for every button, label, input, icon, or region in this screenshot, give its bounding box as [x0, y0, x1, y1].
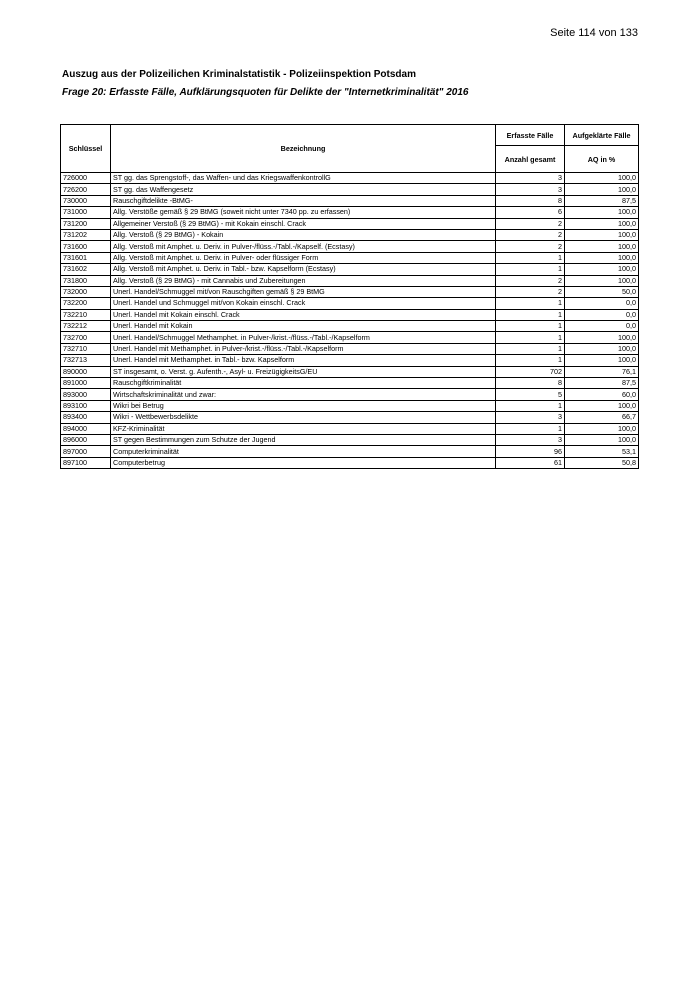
row-aq: 100,0 [565, 355, 639, 366]
row-name: Rauschgiftdelikte -BtMG- [111, 195, 496, 206]
row-key: 732200 [61, 298, 111, 309]
row-count: 2 [496, 241, 565, 252]
row-key: 732000 [61, 286, 111, 297]
header-aq-percent: AQ in % [565, 146, 639, 173]
row-key: 890000 [61, 366, 111, 377]
row-name: KFZ-Kriminalität [111, 423, 496, 434]
row-count: 1 [496, 309, 565, 320]
row-aq: 76,1 [565, 366, 639, 377]
row-name: Unerl. Handel mit Kokain [111, 321, 496, 332]
page-number: Seite 114 von 133 [550, 27, 638, 39]
table-row [61, 321, 639, 332]
table-body [61, 173, 639, 469]
table-row [61, 173, 639, 184]
row-name: Unerl. Handel/Schmuggel Methamphet. in Pulver-/krist.-/flüss.-/Tabl.-/Kapselform [111, 332, 496, 343]
row-aq: 50,8 [565, 457, 639, 468]
table-row [61, 446, 639, 457]
row-count: 8 [496, 195, 565, 206]
row-count: 2 [496, 275, 565, 286]
document-title: Auszug aus der Polizeilichen Kriminalstatistik - Polizeiinspektion Potsdam [62, 69, 416, 80]
table-row [61, 457, 639, 468]
table-row [61, 332, 639, 343]
row-key: 731200 [61, 218, 111, 229]
row-count: 1 [496, 264, 565, 275]
row-aq: 100,0 [565, 184, 639, 195]
row-key: 897000 [61, 446, 111, 457]
row-count: 3 [496, 412, 565, 423]
row-name: Computerbetrug [111, 457, 496, 468]
table-row [61, 184, 639, 195]
row-name: Unerl. Handel mit Methamphet. in Pulver-/krist.-/flüss.-/Tabl.-/Kapselform [111, 343, 496, 354]
row-count: 1 [496, 332, 565, 343]
row-name: Allg. Verstoß (§ 29 BtMG) - Kokain [111, 229, 496, 240]
row-count: 8 [496, 378, 565, 389]
row-count: 1 [496, 321, 565, 332]
row-name: ST insgesamt, o. Verst. g. Aufenth.-, Asyl- u. FreizügigkeitsG/EU [111, 366, 496, 377]
row-key: 731000 [61, 207, 111, 218]
row-name: Unerl. Handel mit Methamphet. in Tabl.- bzw. Kapselform [111, 355, 496, 366]
row-name: ST gegen Bestimmungen zum Schutze der Jugend [111, 434, 496, 445]
header-erfasste-faelle: Erfasste Fälle [496, 125, 565, 146]
row-count: 1 [496, 400, 565, 411]
table-row [61, 298, 639, 309]
row-aq: 53,1 [565, 446, 639, 457]
table-row [61, 207, 639, 218]
row-aq: 100,0 [565, 275, 639, 286]
header-schluessel: Schlüssel [61, 125, 111, 173]
table-row [61, 275, 639, 286]
table-row [61, 252, 639, 263]
table-row [61, 389, 639, 400]
table-row [61, 218, 639, 229]
row-name: ST gg. das Sprengstoff-, das Waffen- und das KriegswaffenkontrollG [111, 173, 496, 184]
row-aq: 100,0 [565, 423, 639, 434]
row-count: 61 [496, 457, 565, 468]
row-aq: 100,0 [565, 218, 639, 229]
row-name: Allgemeiner Verstoß (§ 29 BtMG) - mit Kokain einschl. Crack [111, 218, 496, 229]
row-count: 3 [496, 173, 565, 184]
row-name: Unerl. Handel/Schmuggel mit/von Rauschgiften gemäß § 29 BtMG [111, 286, 496, 297]
row-count: 1 [496, 252, 565, 263]
row-count: 5 [496, 389, 565, 400]
row-key: 732700 [61, 332, 111, 343]
table-row [61, 264, 639, 275]
row-key: 894000 [61, 423, 111, 434]
row-aq: 100,0 [565, 264, 639, 275]
row-aq: 100,0 [565, 207, 639, 218]
row-count: 3 [496, 184, 565, 195]
row-count: 1 [496, 343, 565, 354]
row-key: 732212 [61, 321, 111, 332]
row-key: 731600 [61, 241, 111, 252]
table-row [61, 412, 639, 423]
row-aq: 87,5 [565, 195, 639, 206]
row-key: 732210 [61, 309, 111, 320]
row-key: 731601 [61, 252, 111, 263]
header-anzahl-gesamt: Anzahl gesamt [496, 146, 565, 173]
row-name: Wirtschaftskriminalität und zwar: [111, 389, 496, 400]
row-count: 1 [496, 355, 565, 366]
row-count: 3 [496, 434, 565, 445]
table-row [61, 229, 639, 240]
row-count: 2 [496, 218, 565, 229]
table-row [61, 366, 639, 377]
table-row [61, 195, 639, 206]
row-aq: 100,0 [565, 434, 639, 445]
row-aq: 100,0 [565, 343, 639, 354]
row-aq: 87,5 [565, 378, 639, 389]
header-aufgeklaerte-faelle: Aufgeklärte Fälle [565, 125, 639, 146]
row-key: 731602 [61, 264, 111, 275]
row-key: 726200 [61, 184, 111, 195]
row-name: Computerkriminalität [111, 446, 496, 457]
row-aq: 0,0 [565, 309, 639, 320]
document-subtitle: Frage 20: Erfasste Fälle, Aufklärungsquoten für Delikte der "Internetkriminalität" 2016 [62, 87, 469, 98]
row-aq: 100,0 [565, 252, 639, 263]
row-key: 893400 [61, 412, 111, 423]
row-name: Allg. Verstoß mit Amphet. u. Deriv. in Pulver- oder flüssiger Form [111, 252, 496, 263]
row-count: 2 [496, 229, 565, 240]
row-count: 702 [496, 366, 565, 377]
row-key: 896000 [61, 434, 111, 445]
row-key: 731800 [61, 275, 111, 286]
row-count: 1 [496, 423, 565, 434]
row-aq: 100,0 [565, 173, 639, 184]
row-name: Allg. Verstoß mit Amphet. u. Deriv. in Pulver-/flüss.-/Tabl.-/Kapself. (Ecstasy) [111, 241, 496, 252]
row-key: 893000 [61, 389, 111, 400]
row-aq: 66,7 [565, 412, 639, 423]
row-aq: 0,0 [565, 298, 639, 309]
row-name: ST gg. das Waffengesetz [111, 184, 496, 195]
row-count: 2 [496, 286, 565, 297]
table-row [61, 343, 639, 354]
table-row [61, 423, 639, 434]
row-key: 730000 [61, 195, 111, 206]
row-aq: 0,0 [565, 321, 639, 332]
header-bezeichnung: Bezeichnung [111, 125, 496, 173]
row-key: 732713 [61, 355, 111, 366]
row-name: Allg. Verstoß mit Amphet. u. Deriv. in Tabl.- bzw. Kapselform (Ecstasy) [111, 264, 496, 275]
table-row [61, 355, 639, 366]
row-key: 732710 [61, 343, 111, 354]
row-aq: 100,0 [565, 241, 639, 252]
row-aq: 100,0 [565, 229, 639, 240]
table-row [61, 400, 639, 411]
row-aq: 50,0 [565, 286, 639, 297]
row-aq: 60,0 [565, 389, 639, 400]
row-key: 726000 [61, 173, 111, 184]
row-name: Unerl. Handel und Schmuggel mit/von Kokain einschl. Crack [111, 298, 496, 309]
row-name: Allg. Verstoß (§ 29 BtMG) - mit Cannabis und Zubereitungen [111, 275, 496, 286]
row-name: Wikri - Wettbewerbsdelikte [111, 412, 496, 423]
row-name: Unerl. Handel mit Kokain einschl. Crack [111, 309, 496, 320]
row-key: 897100 [61, 457, 111, 468]
row-name: Wikri bei Betrug [111, 400, 496, 411]
table-row [61, 378, 639, 389]
table-row [61, 309, 639, 320]
row-count: 1 [496, 298, 565, 309]
statistics-table [60, 124, 639, 469]
row-name: Allg. Verstöße gemäß § 29 BtMG (soweit nicht unter 7340 pp. zu erfassen) [111, 207, 496, 218]
row-name: Rauschgiftkriminalität [111, 378, 496, 389]
row-aq: 100,0 [565, 332, 639, 343]
row-count: 6 [496, 207, 565, 218]
row-key: 893100 [61, 400, 111, 411]
table-row [61, 241, 639, 252]
row-count: 96 [496, 446, 565, 457]
table-row [61, 286, 639, 297]
row-aq: 100,0 [565, 400, 639, 411]
table-row [61, 434, 639, 445]
row-key: 891000 [61, 378, 111, 389]
row-key: 731202 [61, 229, 111, 240]
